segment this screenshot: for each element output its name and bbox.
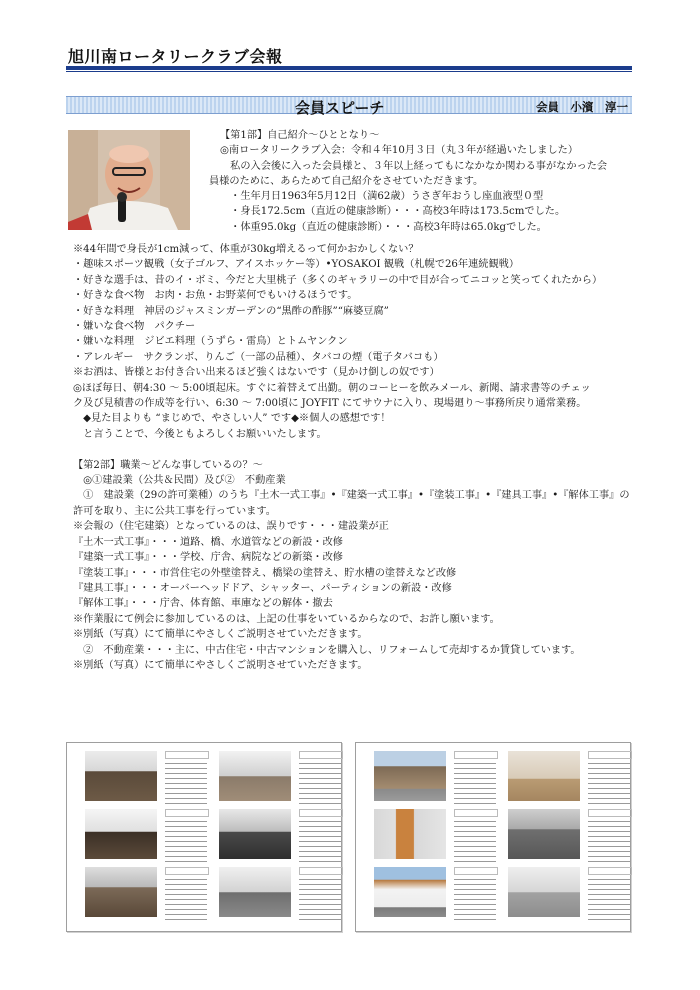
text-line: ・身長172.5cm（直近の健康診断）・・・高校3年時は173.5cmでした。 — [220, 206, 566, 218]
text-line: ※会報の（住宅建築）となっているのは、誤りです・・・建設業が正 — [73, 521, 389, 533]
text-line: ・趣味スポーツ観戦（女子ゴルフ、アイスホッケー等）•YOSAKOI 観戦（札幌で26年連続観戦） — [73, 259, 520, 271]
text-line: 員様のために、あらためて自己紹介をさせていただきます。 — [209, 175, 484, 187]
speaker-name: 会員 小濱 淳一 — [536, 100, 628, 114]
text-line: 【第1部】自己紹介〜ひととなり〜 — [220, 130, 380, 141]
room-photo — [85, 867, 157, 917]
text-line: ◎南ロータリークラブ入会：令和４年10月３日（丸３年が経過いたしました） — [220, 145, 579, 157]
room-photo — [508, 809, 580, 859]
building-photo — [374, 809, 446, 859]
text-line: ※お酒は、皆様とお付き合い出来るほど強くはないです（見かけ倒しの奴です） — [73, 367, 440, 379]
part1-intro — [209, 128, 636, 235]
text-line: ※別紙（写真）にて簡単にやさしくご説明させていただきます。 — [73, 659, 368, 671]
text-line: ・好きな食べ物 お肉・お魚・お野菜何でもいけるほうです。 — [73, 290, 358, 302]
text-line: ・生年月日1963年5月12日（満62歳）うさぎ年おうし座血液型０型 — [220, 191, 544, 203]
text-line: 【第2部】職業〜どんな事しているの？〜 — [73, 459, 263, 471]
text-line: ◎ほぼ毎日、朝4:30 〜 5:00頃起床。すぐに着替えて出勤。朝のコーヒーを飲みメール、新聞、請求書等のチェッ — [73, 382, 591, 394]
paragraph-gap — [73, 442, 638, 457]
text-line: ※別紙（写真）にて簡単にやさしくご説明させていただきます。 — [73, 629, 368, 641]
text-line: 『土木一式工事』・・・道路、橋、水道管などの新設・改修 — [73, 536, 343, 548]
building-photo — [374, 751, 446, 801]
text-line: と言うことで、今後ともよろしくお願いいたします。 — [73, 428, 327, 440]
room-photo — [85, 809, 157, 859]
text-line: ◎①建設業（公共＆民間）及び② 不動産業 — [73, 475, 286, 487]
text-line: 私の入会後に入った会員様と、３年以上経ってもになかなか関わる事がなかった会 — [220, 160, 608, 172]
speaker-photo — [68, 130, 190, 230]
speech-title: 会員スピーチ — [295, 99, 385, 117]
text-line: ・アレルギー サクランボ、りんご（一部の品種）、タバコの煙（電子タバコも） — [73, 351, 444, 363]
room-photo — [85, 751, 157, 801]
text-line: ・体重95.0kg（直近の健康診断）・・・高校3年時は65.0kgでした。 — [220, 221, 547, 233]
building-photo — [374, 867, 446, 917]
header-divider-thin — [66, 71, 632, 72]
text-line: ・好きな料理 神居のジャスミンガーデンの“黒酢の酢豚”“麻婆豆腐” — [73, 305, 389, 317]
header-divider — [66, 66, 632, 70]
photo-sheet-left — [66, 742, 342, 932]
newsletter-title: 旭川南ロータリークラブ会報 — [68, 47, 283, 66]
text-line: 許可を取り、主に公共工事を行っています。 — [73, 505, 276, 517]
room-photo — [508, 867, 580, 917]
room-photo — [219, 867, 291, 917]
text-line: ② 不動産業・・・主に、中古住宅・中古マンションを購入し、リフォームして売却するか賃貸しています。 — [73, 644, 581, 656]
text-line: 『建具工事』・・・オーバーヘッドドア、シャッター、パーティションの新設・改修 — [73, 582, 452, 594]
text-line: ク及び見積書の作成等を行い、6:30 〜 7:00頃に JOYFIT にてサウナに入り、現場廻り〜事務所戻り通常業務。 — [73, 398, 587, 410]
text-line: ・好きな選手は、昔のイ・ボミ、今だと大里桃子（多くのギャラリーの中で目が合ってニコッと笑ってくれたから） — [73, 274, 603, 286]
room-photo — [219, 809, 291, 859]
text-line: 『解体工事』・・・庁舎、体育館、車庫などの解体・撤去 — [73, 598, 333, 610]
speech-body — [73, 242, 638, 673]
text-line: ※44年間で身長が1cm減って、体重が30kg増えるって何かおかしくない？ — [73, 244, 419, 255]
text-line: ① 建設業（29の許可業種）のうち『土木一式工事』•『建築一式工事』•『塗装工事』•『建具工事』•『解体工事』の — [73, 490, 630, 502]
text-line: 『塗装工事』・・・市営住宅の外壁塗替え、橋梁の塗替え、貯水槽の塗替えなど改修 — [73, 567, 457, 579]
text-line: ◆見た目よりも “まじめで、やさしい人” です◆※個人の感想です！ — [73, 413, 391, 425]
text-line: ・嫌いな食べ物 パクチー — [73, 321, 196, 333]
text-line: ・嫌いな料理 ジビエ料理（うずら・雷鳥）とトムヤンクン — [73, 336, 348, 348]
room-photo — [219, 751, 291, 801]
text-line: 『建築一式工事』・・・学校、庁舎、病院などの新築・改修 — [73, 552, 343, 564]
photo-sheet-right — [355, 742, 631, 932]
text-line: ※作業服にて例会に参加しているのは、上記の仕事をいているからなので、お許し願います。 — [73, 613, 500, 625]
room-photo — [508, 751, 580, 801]
